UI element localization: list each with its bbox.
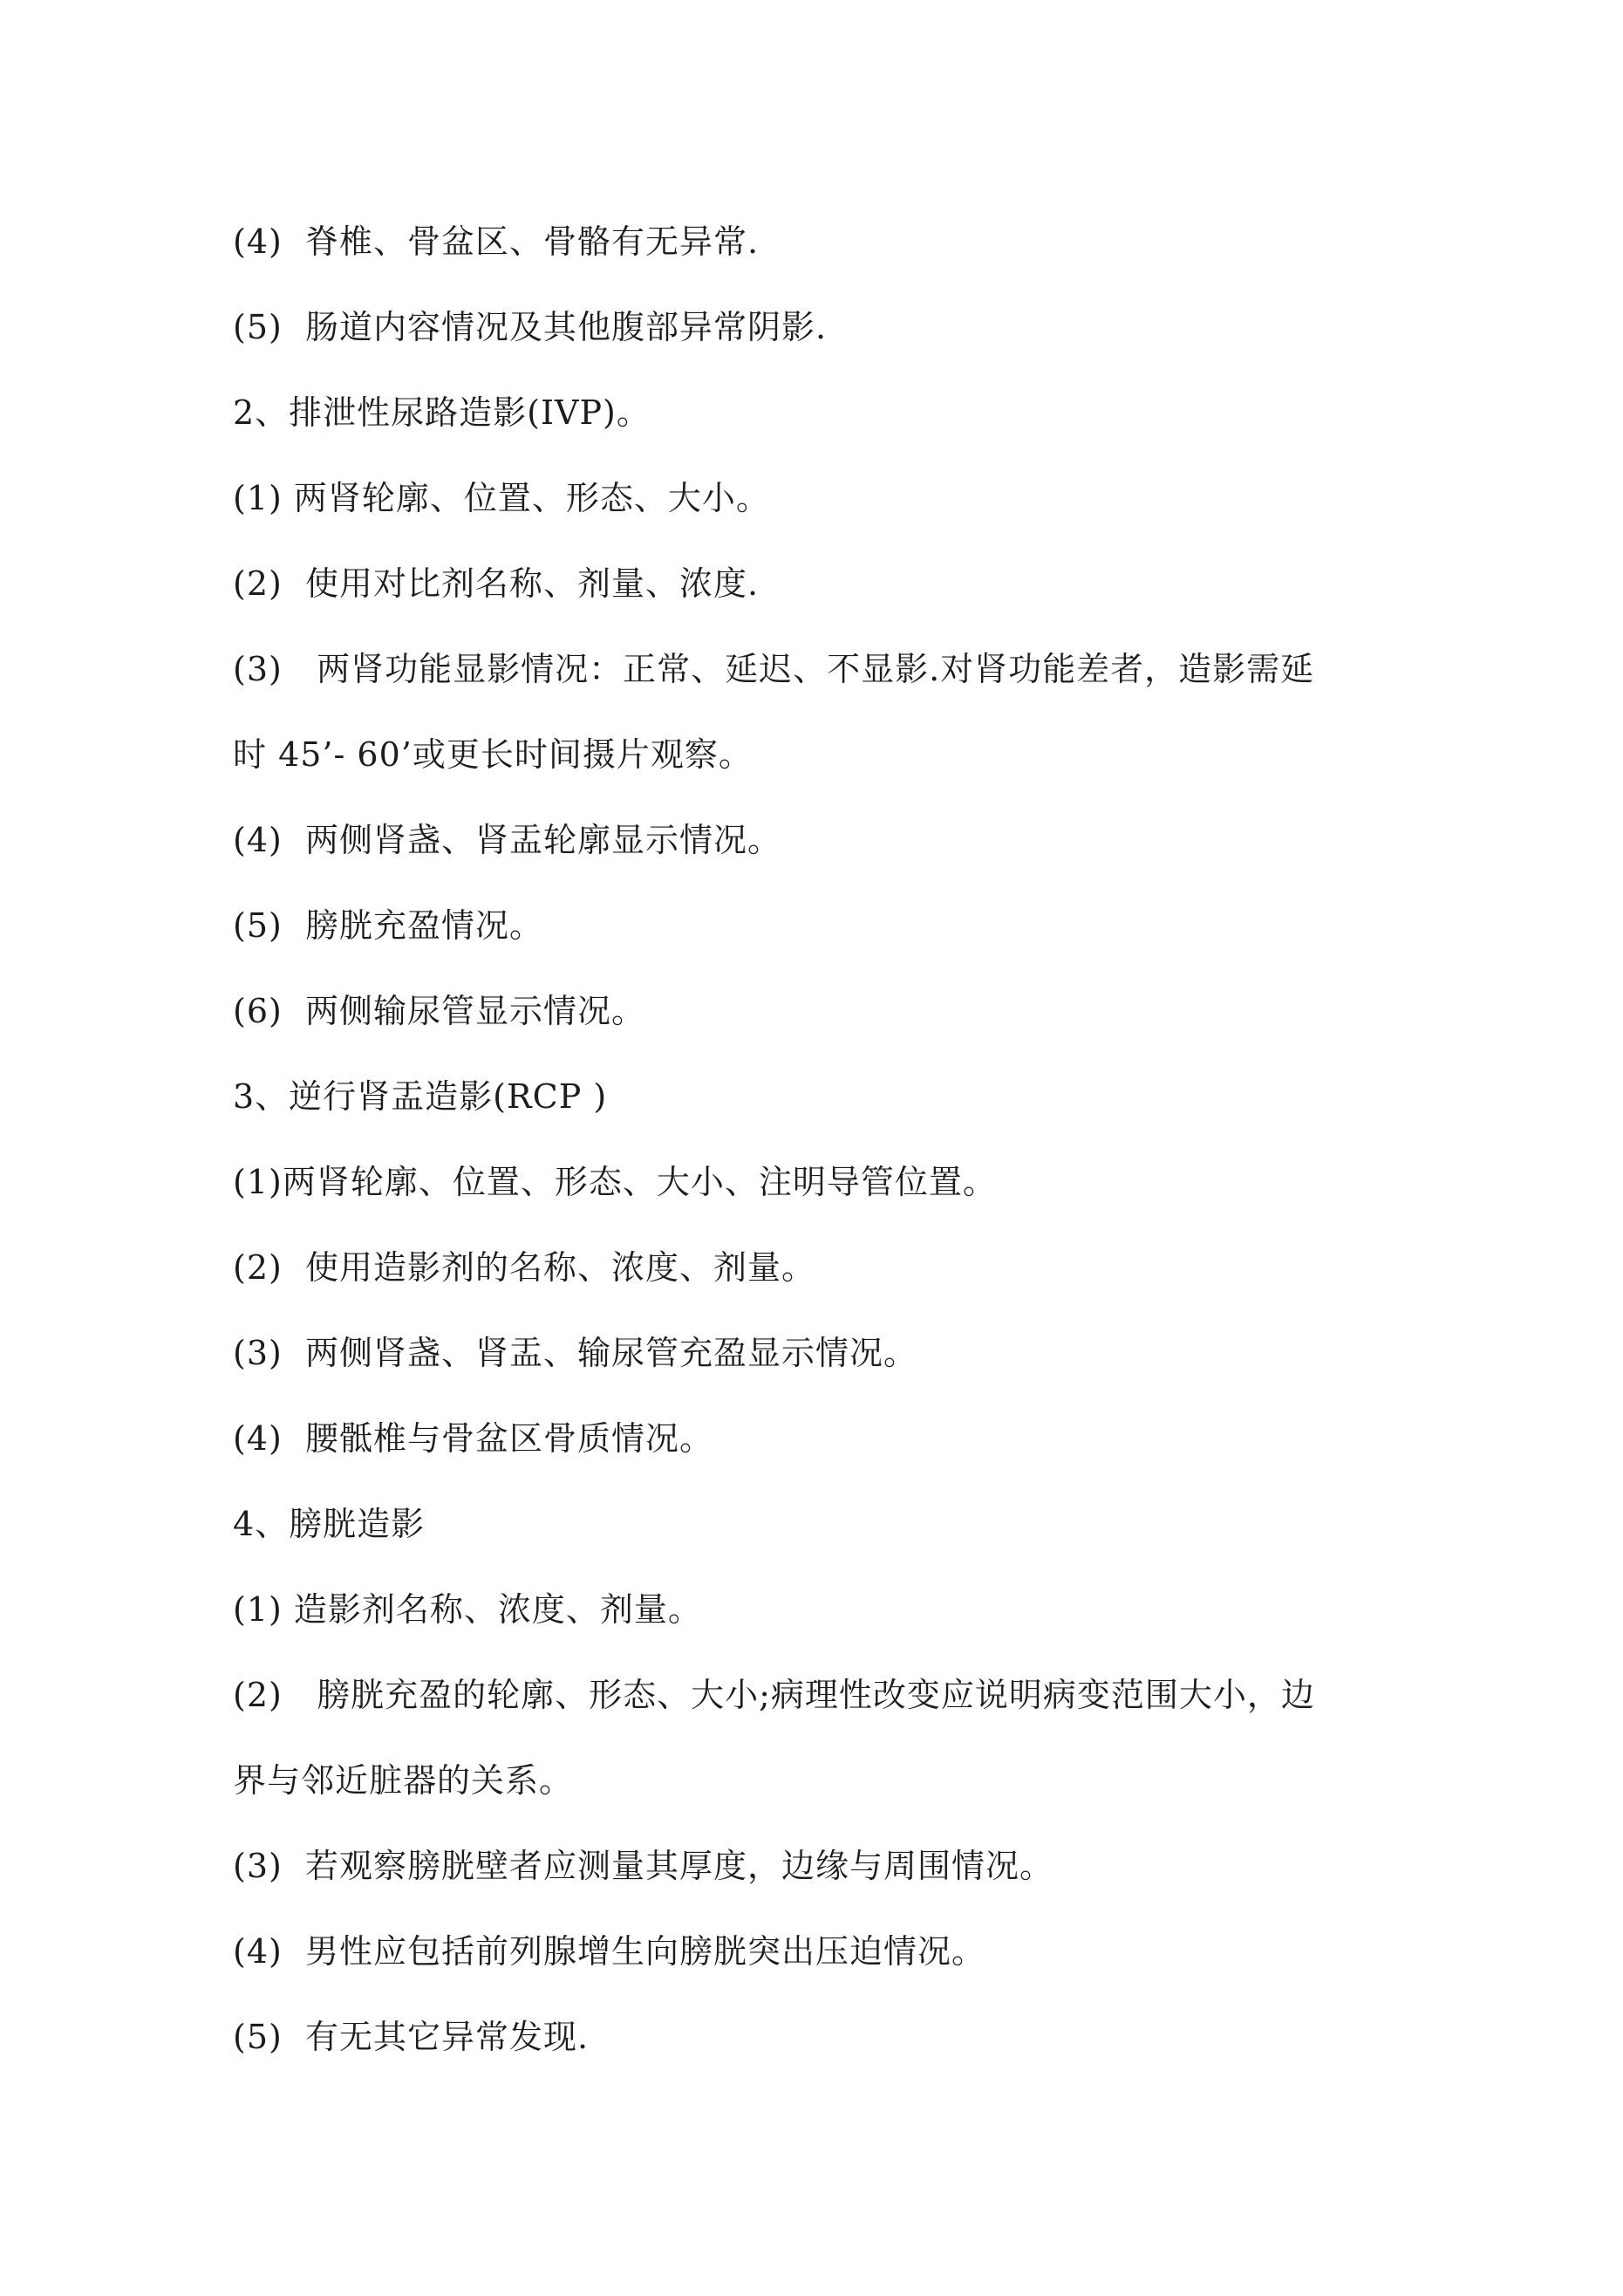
text-line: (4) 脊椎、骨盆区、骨骼有无异常.: [233, 222, 760, 261]
document-body: [233, 220, 1419, 2101]
text-line: 时 45’- 60’或更长时间摄片观察。: [233, 735, 753, 774]
text-line: (5) 有无其它异常发现.: [233, 2018, 590, 2056]
section-heading: 4、膀胱造影: [233, 1505, 426, 1543]
text-line: (1) 造影剂名称、浓度、剂量。: [233, 1590, 702, 1629]
text-line: (6) 两侧输尿管显示情况。: [233, 992, 645, 1030]
text-line: (1)两肾轮廓、位置、形态、大小、注明导管位置。: [233, 1163, 997, 1201]
text-line: (4) 两侧肾盏、肾盂轮廓显示情况。: [233, 821, 781, 859]
text-line: (3) 两侧肾盏、肾盂、输尿管充盈显示情况。: [233, 1334, 917, 1372]
text-line: (2) 膀胱充盈的轮廓、形态、大小;病理性改变应说明病变范围大小，边: [233, 1676, 1315, 1714]
text-line: (3) 两肾功能显影情况：正常、延迟、不显影.对肾功能差者，造影需延: [233, 650, 1315, 688]
text-line: (4) 男性应包括前列腺增生向膀胱突出压迫情况。: [233, 1932, 985, 1971]
text-line: (5) 肠道内容情况及其他腹部异常阴影.: [233, 308, 828, 346]
text-line: (2) 使用对比剂名称、剂量、浓度.: [233, 564, 760, 603]
text-line: (1) 两肾轮廓、位置、形态、大小。: [233, 479, 770, 517]
section-heading: 3、逆行肾盂造影(RCP ): [233, 1077, 608, 1116]
text-line: (5) 膀胱充盈情况。: [233, 906, 543, 945]
text-line: (3) 若观察膀胱壁者应测量其厚度，边缘与周围情况。: [233, 1847, 1054, 1885]
text-line: (4) 腰骶椎与骨盆区骨质情况。: [233, 1419, 713, 1458]
section-heading: 2、排泄性尿路造影(IVP)。: [233, 393, 651, 432]
text-line: (2) 使用造影剂的名称、浓度、剂量。: [233, 1248, 815, 1287]
text-line: 界与邻近脏器的关系。: [233, 1761, 574, 1800]
